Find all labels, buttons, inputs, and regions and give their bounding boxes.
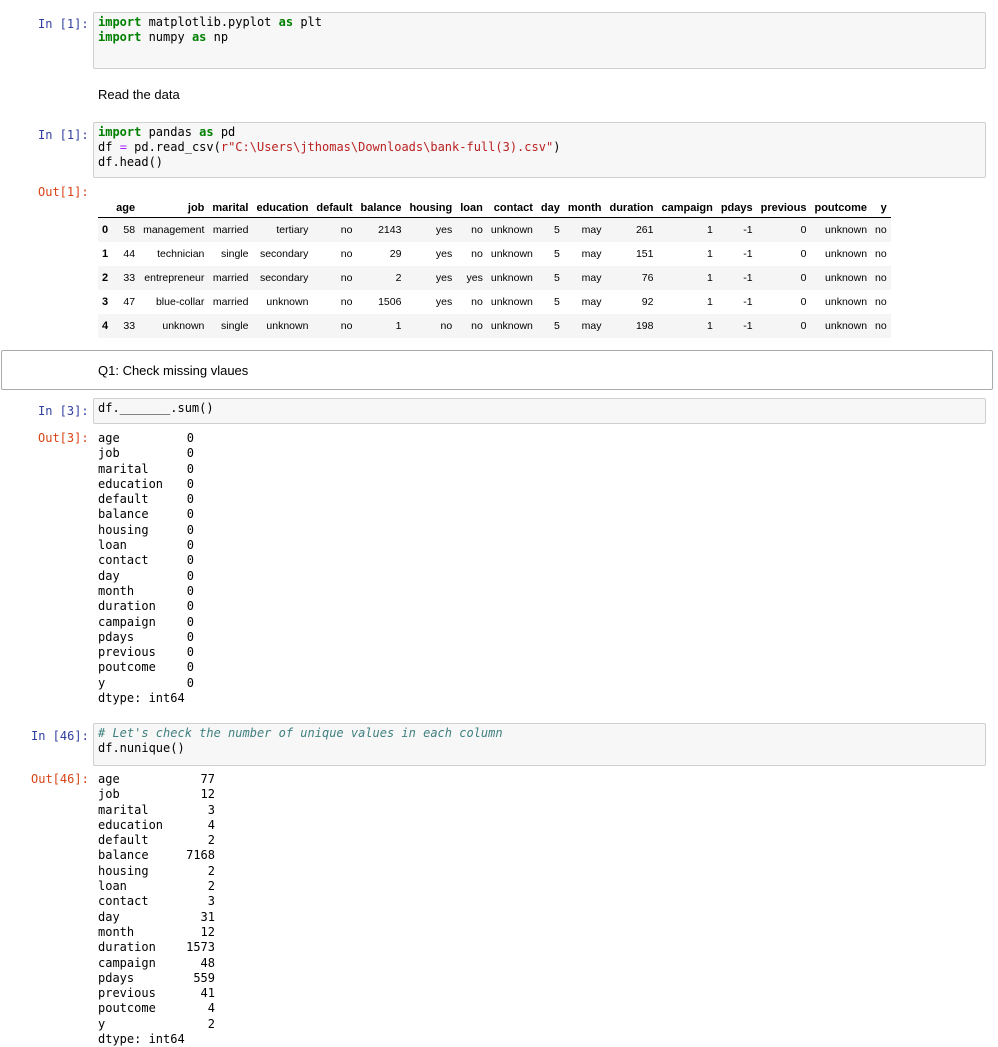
series-label: month [98, 583, 135, 598]
df-cell: married [212, 296, 249, 308]
df-cell: secondary [259, 248, 309, 260]
df-cell: yes [435, 296, 453, 308]
df-cell: may [581, 248, 602, 260]
df-cell: no [340, 296, 353, 308]
df-cell: no [471, 248, 483, 260]
df-column-header: default [312, 199, 356, 218]
cell2-code-editor[interactable] [93, 122, 986, 178]
cell4-code-line: df.nunique() [98, 741, 185, 755]
df-cell: tertiary [276, 224, 309, 236]
df-cell: may [581, 320, 602, 332]
df-cell: unknown [490, 248, 533, 260]
df-column-header: duration [605, 199, 657, 218]
series-label: pdays [98, 629, 135, 644]
series-row [98, 676, 194, 691]
series-value: 559 [193, 970, 215, 985]
cell2-token: df.head() [98, 155, 164, 169]
series-value: 0 [186, 431, 194, 445]
series-value: 48 [200, 955, 215, 970]
df-cell: 2 [395, 272, 402, 284]
df-index-header [98, 199, 112, 218]
df-cell: no [875, 224, 887, 236]
df-column-header: education [252, 199, 312, 218]
cell1-token: import [98, 15, 142, 29]
series-row [98, 569, 194, 584]
cell2-token: df [98, 140, 120, 154]
series-row [98, 1001, 215, 1016]
series-row [98, 584, 194, 599]
series-value: 3 [207, 894, 215, 909]
series-row [98, 462, 194, 477]
df-row-index: 0 [102, 224, 109, 236]
df-cell: no [875, 248, 887, 260]
cell2-token: pd.read_csv( [126, 140, 221, 154]
series-value: 2 [207, 863, 215, 878]
df-cell: no [471, 296, 483, 308]
df-cell: 47 [123, 296, 136, 308]
series-value: 2 [207, 1016, 215, 1031]
missing-values-series [98, 431, 194, 706]
df-cell: 0 [800, 296, 807, 308]
cell1-token: matplotlib.pyplot [141, 15, 279, 29]
series-value: 0 [186, 553, 194, 568]
df-cell: yes [435, 272, 453, 284]
df-cell: 76 [641, 272, 654, 284]
series-row [98, 492, 194, 507]
series-label: day [98, 568, 120, 583]
cell1-code-line [98, 30, 981, 45]
series-label: poutcome [98, 1001, 156, 1016]
df-row-index: 4 [102, 320, 109, 332]
cell2-token: ) [553, 140, 561, 154]
series-row [98, 431, 194, 446]
df-cell: 33 [123, 320, 136, 332]
df-cell: 5 [554, 320, 560, 332]
cell2-token: import [98, 125, 142, 139]
series-row [98, 599, 194, 614]
table-row [98, 218, 891, 243]
df-cell: no [440, 320, 453, 332]
series-value: 0 [186, 629, 194, 644]
df-cell: 0 [800, 224, 807, 236]
df-cell: unknown [825, 296, 868, 308]
df-cell: married [212, 224, 249, 236]
series-label: housing [98, 863, 149, 878]
series-value: 0 [186, 675, 194, 690]
series-value: 2 [207, 879, 215, 894]
df-column-header: poutcome [810, 199, 871, 218]
series-value: 1573 [186, 940, 215, 955]
series-value: 0 [186, 446, 194, 461]
markdown-read-data: Read the data [98, 87, 180, 102]
df-column-header: loan [456, 199, 487, 218]
df-cell: single [221, 248, 249, 260]
cell4-out-prompt: Out[46]: [31, 772, 89, 786]
df-cell: no [340, 320, 353, 332]
series-label: previous [98, 986, 156, 1001]
df-cell: 5 [554, 224, 560, 236]
df-cell: 2143 [378, 224, 402, 236]
df-cell: may [581, 272, 602, 284]
df-column-header: contact [487, 199, 537, 218]
df-cell: 1 [706, 248, 713, 260]
cell2-code-line [98, 125, 981, 140]
df-column-header: job [139, 199, 208, 218]
series-label: loan [98, 538, 127, 553]
df-cell: -1 [743, 224, 753, 236]
df-cell: unknown [825, 320, 868, 332]
series-row [98, 940, 215, 955]
df-column-header: month [564, 199, 606, 218]
df-cell: no [875, 320, 887, 332]
series-value: 0 [186, 492, 194, 507]
series-row [98, 477, 194, 492]
table-row [98, 314, 891, 338]
series-label: balance [98, 848, 149, 863]
series-label: contact [98, 894, 149, 909]
df-cell: 1 [706, 320, 713, 332]
cell2-token: pandas [141, 125, 200, 139]
cell1-token: numpy [141, 30, 192, 44]
series-label: loan [98, 879, 127, 894]
cell2-token: r"C:\Users\jthomas\Downloads\bank-full(3).csv" [220, 140, 554, 154]
table-row [98, 242, 891, 266]
series-row [98, 833, 215, 848]
series-value: 12 [200, 924, 215, 939]
series-label: balance [98, 507, 149, 522]
df-cell: 1506 [378, 296, 402, 308]
series-row [98, 879, 215, 894]
df-row-index: 2 [102, 272, 109, 284]
df-cell: yes [435, 224, 453, 236]
df-cell: 5 [554, 248, 560, 260]
cell2-code-line [98, 140, 981, 155]
cell4-comment-line: # Let's check the number of unique values in each column [98, 726, 503, 740]
df-cell: secondary [259, 272, 309, 284]
series-row [98, 538, 194, 553]
df-cell: 1 [706, 272, 713, 284]
series-row [98, 864, 215, 879]
df-cell: no [340, 272, 353, 284]
df-cell: 0 [800, 248, 807, 260]
df-cell: 1 [395, 320, 402, 332]
df-cell: -1 [743, 248, 753, 260]
df-cell: unknown [266, 320, 309, 332]
df-cell: 1 [706, 224, 713, 236]
df-cell: yes [435, 248, 453, 260]
series-value: 0 [186, 522, 194, 537]
series-row [98, 818, 215, 833]
series-row [98, 787, 215, 802]
cell3-code-editor[interactable] [93, 398, 986, 424]
series-label: y [98, 1016, 106, 1031]
cell4-in-prompt: In [46]: [31, 729, 89, 743]
series-row [98, 553, 194, 568]
df-cell: 92 [641, 296, 654, 308]
df-column-header: previous [757, 199, 811, 218]
df-cell: no [471, 224, 483, 236]
series-row [98, 507, 194, 522]
cell2-token: pd [213, 125, 236, 139]
df-column-header: age [112, 199, 139, 218]
df-column-header: pdays [717, 199, 757, 218]
series-row [98, 910, 215, 925]
cell2-in-prompt: In [1]: [38, 128, 89, 142]
series-row [98, 971, 215, 986]
df-cell: -1 [743, 320, 753, 332]
series-label: housing [98, 522, 149, 537]
series-label: contact [98, 553, 149, 568]
df-column-header: marital [208, 199, 252, 218]
df-column-header: balance [356, 199, 405, 218]
df-cell: no [875, 272, 887, 284]
df-cell: 1 [706, 296, 713, 308]
cell3-in-prompt: In [3]: [38, 404, 89, 418]
series-value: 0 [186, 645, 194, 660]
cell3-code-line: df._______.sum() [98, 401, 214, 415]
series-value: 12 [200, 787, 215, 802]
df-cell: unknown [266, 296, 309, 308]
df-cell: unknown [825, 248, 868, 260]
cell1-code-line [98, 15, 981, 30]
series-value: 77 [200, 772, 215, 786]
df-cell: married [212, 272, 249, 284]
cell2-code-line [98, 155, 981, 170]
table-row [98, 266, 891, 290]
series-row [98, 1017, 215, 1032]
df-cell: unknown [490, 272, 533, 284]
df-cell: blue-collar [155, 296, 205, 308]
series-row [98, 956, 215, 971]
series-label: marital [98, 461, 149, 476]
dataframe-head-table [98, 199, 891, 338]
series-row [98, 660, 194, 675]
df-cell: unknown [162, 320, 205, 332]
df-cell: no [875, 296, 887, 308]
series-label: pdays [98, 970, 135, 985]
unique-values-series [98, 772, 215, 1047]
cell2-out-prompt: Out[1]: [38, 185, 89, 199]
df-cell: -1 [743, 296, 753, 308]
df-cell: 33 [123, 272, 136, 284]
df-row-index: 3 [102, 296, 109, 308]
df-cell: may [581, 296, 602, 308]
cell1-token: import [98, 30, 142, 44]
cell1-in-prompt: In [1]: [38, 17, 89, 31]
series-label: campaign [98, 614, 156, 629]
series-label: job [98, 787, 120, 802]
df-cell: unknown [490, 224, 533, 236]
series-row [98, 803, 215, 818]
series-value: 41 [200, 986, 215, 1001]
series-row [98, 772, 215, 787]
cell2-token: = [119, 140, 127, 154]
series-row [98, 986, 215, 1001]
df-cell: 151 [635, 248, 654, 260]
df-column-header: y [871, 199, 891, 218]
series-value: 0 [186, 538, 194, 553]
series-value: 0 [186, 461, 194, 476]
cell1-token: plt [293, 15, 322, 29]
df-cell: technician [157, 248, 205, 260]
series-row [98, 615, 194, 630]
cell2-token: as [199, 125, 214, 139]
series-label: default [98, 833, 149, 848]
series-label: previous [98, 645, 156, 660]
markdown-q1: Q1: Check missing vlaues [98, 363, 249, 378]
series-row [98, 446, 194, 461]
series-dtype: dtype: int64 [98, 691, 185, 706]
df-cell: 29 [389, 248, 402, 260]
df-cell: 0 [800, 272, 807, 284]
df-cell: yes [466, 272, 483, 284]
df-cell: 44 [123, 248, 136, 260]
series-row [98, 645, 194, 660]
series-label: education [98, 476, 164, 491]
series-value: 0 [186, 599, 194, 614]
series-value: 31 [200, 909, 215, 924]
series-value: 4 [207, 817, 215, 832]
series-label: age [98, 431, 120, 445]
df-cell: 5 [554, 296, 560, 308]
df-column-header: campaign [657, 199, 716, 218]
series-value: 0 [186, 614, 194, 629]
cell4-code-editor[interactable] [93, 723, 986, 766]
series-value: 0 [186, 660, 194, 675]
df-cell: 58 [123, 224, 136, 236]
df-cell: no [340, 224, 353, 236]
series-value: 4 [207, 1001, 215, 1016]
df-cell: unknown [825, 224, 868, 236]
series-row [98, 848, 215, 863]
series-label: day [98, 909, 120, 924]
cell1-token: as [278, 15, 294, 29]
series-label: default [98, 492, 149, 507]
series-label: duration [98, 940, 156, 955]
series-label: marital [98, 802, 149, 817]
series-row [98, 925, 215, 940]
series-label: campaign [98, 955, 156, 970]
series-label: education [98, 817, 164, 832]
series-row [98, 894, 215, 909]
df-cell: 5 [554, 272, 560, 284]
cell1-token: as [191, 30, 207, 44]
df-cell: no [340, 248, 353, 260]
df-row-index: 1 [102, 248, 109, 260]
df-cell: no [471, 320, 483, 332]
df-column-header: day [537, 199, 564, 218]
series-value: 3 [207, 802, 215, 817]
cell1-token: np [206, 30, 229, 44]
series-value: 0 [186, 476, 194, 491]
series-label: age [98, 772, 120, 786]
df-cell: entrepreneur [144, 272, 205, 284]
series-row [98, 630, 194, 645]
series-value: 0 [186, 507, 194, 522]
series-row [98, 523, 194, 538]
df-cell: 198 [635, 320, 654, 332]
series-label: job [98, 446, 120, 461]
df-cell: single [221, 320, 249, 332]
df-cell: 261 [635, 224, 654, 236]
series-value: 2 [207, 833, 215, 848]
series-label: month [98, 924, 135, 939]
df-cell: may [581, 224, 602, 236]
series-value: 0 [186, 568, 194, 583]
df-cell: 0 [800, 320, 807, 332]
df-cell: -1 [743, 272, 753, 284]
table-row [98, 290, 891, 314]
series-label: poutcome [98, 660, 156, 675]
cell1-code-editor[interactable] [93, 12, 986, 69]
series-dtype: dtype: int64 [98, 1032, 185, 1047]
series-value: 7168 [186, 848, 215, 863]
series-label: y [98, 675, 106, 690]
cell3-out-prompt: Out[3]: [38, 431, 89, 445]
df-cell: management [143, 224, 205, 236]
series-label: duration [98, 599, 156, 614]
df-cell: unknown [490, 296, 533, 308]
series-value: 0 [186, 583, 194, 598]
df-column-header: housing [405, 199, 456, 218]
df-cell: unknown [825, 272, 868, 284]
df-cell: unknown [490, 320, 533, 332]
